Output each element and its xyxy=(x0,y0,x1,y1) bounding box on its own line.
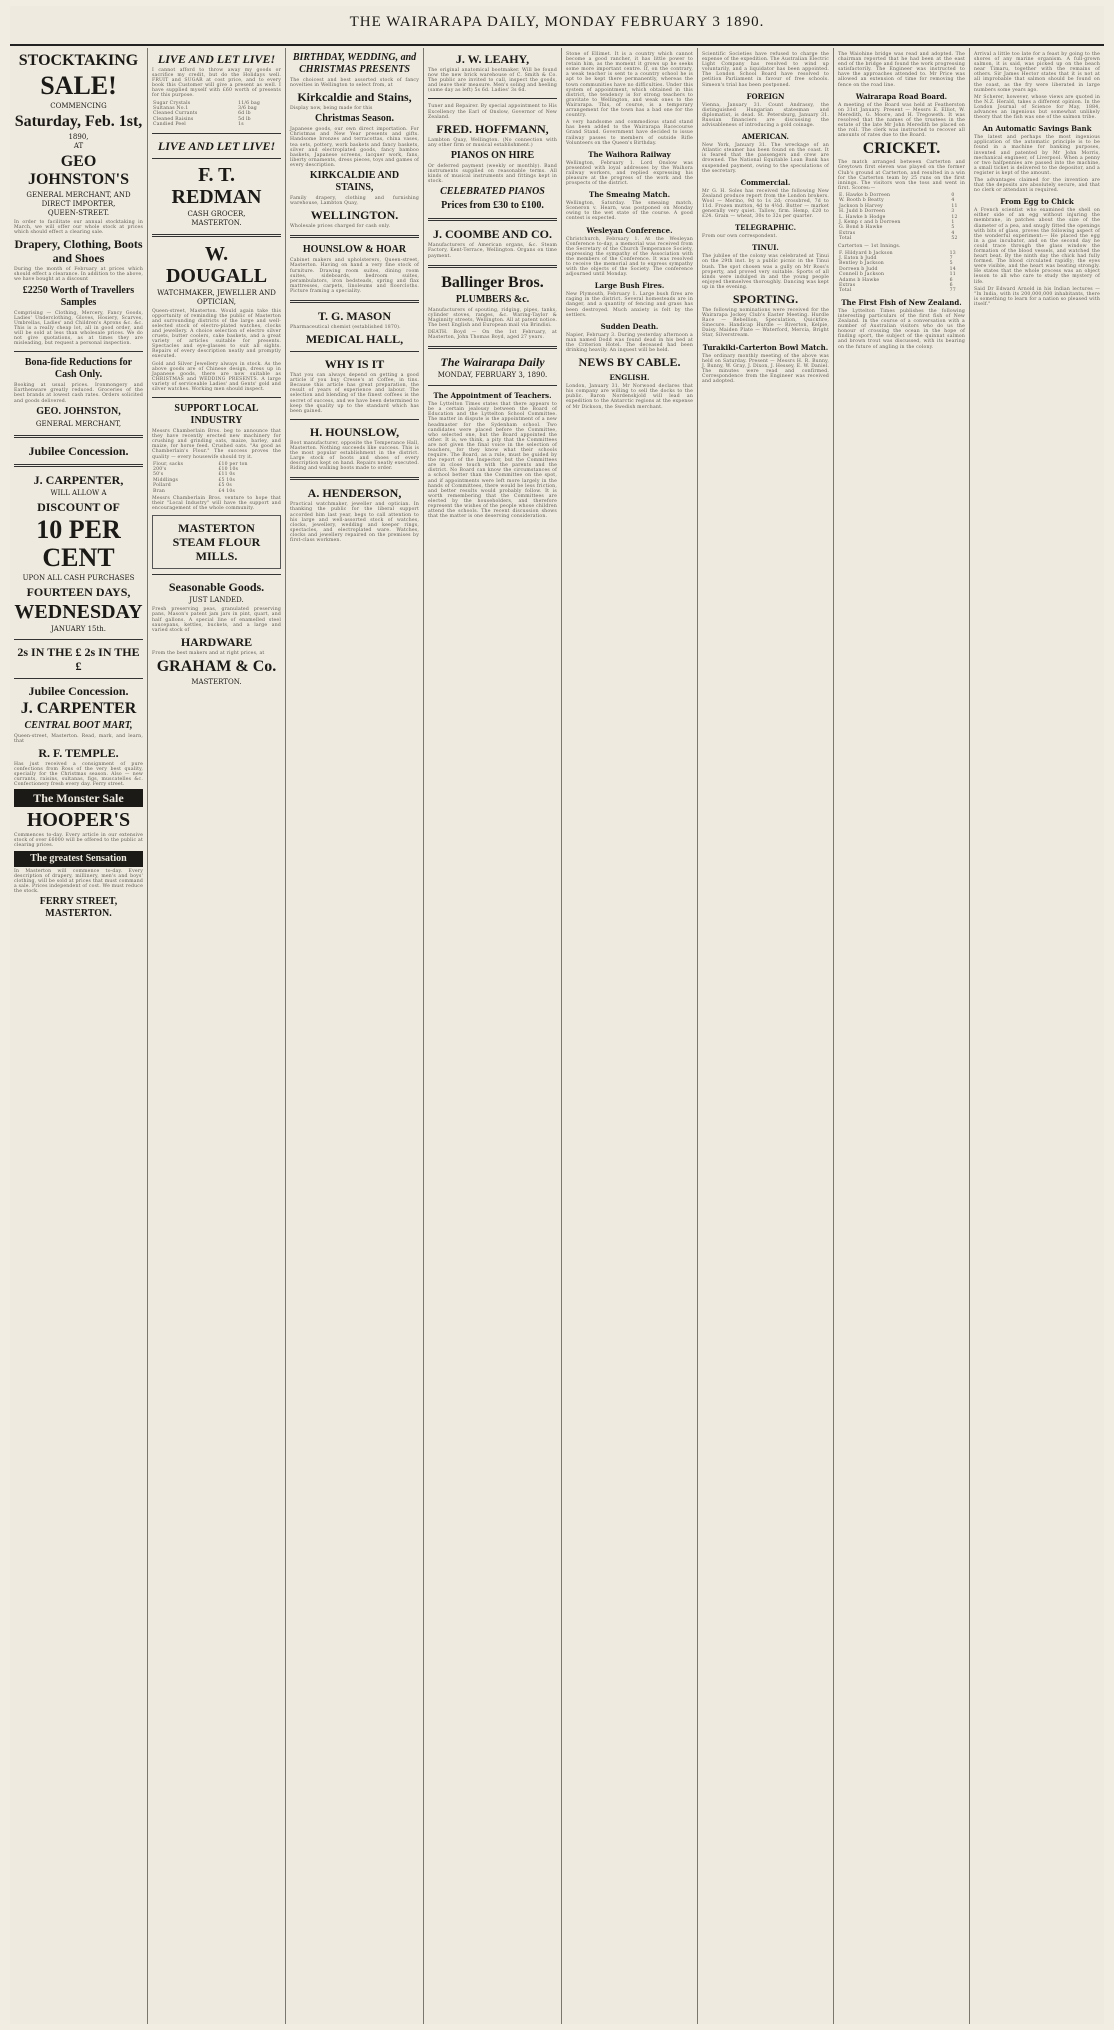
wednesday-heading: WEDNESDAY xyxy=(14,600,143,623)
redman-heading: F. T. REDMAN xyxy=(171,163,262,208)
importer-label: DIRECT IMPORTER, xyxy=(41,200,116,208)
body-text: The jubilee of the colony was celebrated at Tinui on the 29th inst. by a public picnic in the Tinui bush. The spot chosen was a gully on Mr Ross's property, and proved very suitable. Sports of all kinds were indulged in and the young people enjoyed themselves thoroughly. Dancing was kept up in the evening. xyxy=(702,254,829,290)
live-and-let-live-heading: LIVE AND LET LIVE! xyxy=(157,52,276,66)
body-text: Gold and Silver Jewellery always in stock. As the above goods are of Chinese design, dress up in Japanese goods, there are now suitable as CHRISTMAS and WEDDING PRESENTS. A large variety of serviceable Ladies' and Gents' gold and silver watches. Working men should inspect. xyxy=(152,361,281,392)
body-text: Comprising — Clothing, Mercery, Fancy Goods, Ladies' Underclothing, Gloves, Hosiery, Scarves, Umbrellas, Ladies' and Children's Aprons &c. &c. This is a really cheap lot, all in good order, and will be sold at less than wholesale prices. We do not give quotations, as at times they are misleading, but request a personal inspection. xyxy=(14,310,143,347)
support-local-industry-heading: SUPPORT LOCAL INDUSTRY xyxy=(174,403,259,427)
column-5 xyxy=(562,48,698,2024)
celebrated-pianos-heading: CELEBRATED PIANOS xyxy=(440,186,545,198)
body-text: The latest and perhaps the most ingenious application of the automatic principle is to be found in a machine for banking purposes, invented and patented by Mr John Morris, mechanical engineer, of Liverpool. When a penny or two halfpennies are passed into the machine, a small ticket is delivered to the depositor, and a register is kept of the amount. xyxy=(974,135,1100,176)
body-text: Manufacturers of American organs, &c. Steam Factory, Kent-Terrace, Wellington. Organs on time payment. xyxy=(428,243,557,259)
hoffmann-heading: FRED. HOFFMANN, xyxy=(436,121,549,136)
american-heading: AMERICAN. xyxy=(742,132,789,142)
hardware-heading: HARDWARE xyxy=(180,634,253,649)
body-text: That you can always depend on getting a good article if you buy Cresse's at Coffee, in tins. Because this article has great preparation, the result of years of experience and labour. The selection and blending of the finest coffees is the secret of success, and we have been determined to keep the quality up to the standard which has been gained. xyxy=(290,373,419,414)
masterton-label: MASTERTON. xyxy=(191,218,242,227)
kirkcaldie-heading: Kirkcaldie and Stains, xyxy=(297,90,412,105)
conference-heading: Wesleyan Conference. xyxy=(586,225,673,235)
body-text: The choicest and best assorted stock of fancy novelties in Wellington to select from, at xyxy=(290,78,419,89)
tinui-heading: TINUI. xyxy=(752,243,779,253)
body-text: Wellington, February 1. Lord Onslow was presented with loyal addresses by the Waihora railway workers, and replied expressing his pleasure at the progress of the work and the prospects of the district. xyxy=(566,160,693,187)
body-text: The following nominations were received for the Wairarapa Jockey Club's Easter Meeting. Hurdle Race — Rebellion, Speculation, Quickfire, Sinecure. Handicap Hurdle — Riverton, Kelpie, Daisy. Maiden Plate — Waterford, Mercia, Bright Star, Silverstream. xyxy=(702,308,829,339)
masthead xyxy=(10,6,1104,46)
dougall-heading: W. DOUGALL xyxy=(165,242,268,287)
body-text: Stone of Ellimet. It is a country which cannot become a good rancher, it has little power to retain him, as the moment it grows up he seeks some more important centre. If, on the contrary, a weak teacher is sent to a country school he is apt to be kept there permanently, whereas the town communities have no difficulties. Under this system of appointment, which obtained in this district, the tendency is for strong teachers to gravitate to Wellington, and weak ones to the Wairarapa. This, of course, is a temporary arrangement for the town has a bad one for the country. xyxy=(566,52,693,119)
column-2 xyxy=(148,48,286,2024)
bush-fires-heading: Large Bush Fires. xyxy=(594,281,665,291)
body-text: In Masterton will commence to-day. Every description of drapery, millinery, men's and boys' clothing, will be sold at prices that must command a sale. Prices independent of cost. We must reduce the stock. xyxy=(14,868,143,894)
body-text: I cannot afford to throw away my goods or sacrifice my credit, but do the Holidays well. FRUIT and SUGAR at cost price, and to every book this Customer will give a present as well. I have supplied myself with £60 worth of presents for this purpose. xyxy=(152,68,281,99)
plumbers-heading: PLUMBERS &c. xyxy=(455,293,530,305)
body-text: New Plymouth, February 1. Large bush fires are raging in the district. Several homesteads are in danger, and a quantity of fencing and grass has been destroyed. Much anxiety is felt by the settlers. xyxy=(566,292,693,318)
presents-heading: BIRTHDAY, WEDDING, and CHRISTMAS PRESENTS xyxy=(292,52,417,75)
two-shillings-heading: 2s IN THE £ 2s IN THE £ xyxy=(17,644,140,673)
body-text: Has just received a consignment of pure confections from Ross of the very best quality, specially for the Christmas season. Also — new currants, raisins, sultanas, figs, muscatelles &c. Confectionery fresh every day. Ferry street. xyxy=(14,761,143,788)
year-label: 1890, xyxy=(68,133,89,141)
body-text: Messrs Chamberlain Bros. beg to announce that they have recently erected new machinery for crushing and grinding oats, maize, barley, and maize, for horse feed. Crushed oats. "As good as Chamberlain's Flour." The success proves the quality — every housewife should try it. xyxy=(152,429,281,460)
body-text: Manufacturers of spouting, ridging, pipes, tanks, cylinder stoves, ranges, &c. Waring-Taylor & Maginnity streets, Wellington. All at patent notice. The best English and European mail via Brindisi. xyxy=(428,307,557,328)
body-text: A very handsome and commodious stand stand has been added to the Wairarapa Racecourse Grand Stand. Government have decided to issue railway passes to members of outside Rifle Volunteers on the Queen's Birthday. xyxy=(566,120,693,146)
body-text: The Lyttelton Times states that there appears to be a certain jealousy between the Board of Education and the Lyttelton School Committee. The matter in dispute is the appointment of a new headmaster for the Sydenham school. Two candidates were placed before the Committee, who selected one, but the Board appointed the other. It is, we think, a pity that the Committees are not given the final voice in the selection of teachers, for they know what their schools require. The Board, as a rule, must be guided by the report of the Inspector, but the Committees are in close touch with the parents and the district. No Board can know the circumstances of a school better than the Committee on the spot, and if appointments were left more largely in the hands of Committees, there would be less friction, and better results would probably follow. It is worth remembering that the Committees are elected by the householders, and therefore represent the wishes of the people whose children attend the schools. The recent discussion shows that the matter is one deserving consideration. xyxy=(428,402,557,520)
body-text: Wholesale prices charged for cash only. xyxy=(290,224,391,230)
monster-sale-heading: The Monster Sale xyxy=(14,789,143,807)
cricket-heading: CRICKET. xyxy=(862,140,941,158)
body-text: Lambton Quay, Wellington. (No connection with any other firm or musical establishment.) xyxy=(428,137,557,148)
merchant-label-2: GENERAL MERCHANT, xyxy=(35,419,122,428)
ballinger-heading: Ballinger Bros. xyxy=(441,273,544,291)
date-label: MONDAY, FEBRUARY 3, 1890. xyxy=(437,371,548,380)
body-text: Carterton — 1st Innings. xyxy=(838,243,901,249)
body-text: Queen-street, Masterton. Would again take this opportunity of reminding the public of Masterton and surrounding districts of the large and well-selected stock of electro-plated watches, clocks and jewellery. A choice selection of electro silver cruets, butter coolers, cake baskets, and a great variety of articles suitable for presents. Spectacles and eye-glasses to suit all sights. Repairs of every description neatly and promptly executed. xyxy=(152,308,281,360)
kirkcaldie-heading-2: KIRKCALDIE AND STAINS, xyxy=(309,170,400,194)
mason-heading: T. G. MASON xyxy=(317,308,392,323)
wairarapa-daily-heading: The Wairarapa Daily xyxy=(440,355,545,370)
appointment-heading: The Appointment of Teachers. xyxy=(433,391,552,401)
bowl-match-heading: Turakiki-Carterton Bowl Match. xyxy=(702,342,829,352)
body-text: A meeting of the Board was held at Featherston on 31st January. Present — Messrs E. Elliot, W. Meredith, G. Moore, and H. Tregoweth. It was resolved that the names of the trustees in the estate of the late Mr John Meredith be placed on the roll. The clerk was instructed to recover all amounts of rates due to the Board. xyxy=(838,102,965,139)
saturday-heading: Saturday, Feb. 1st, xyxy=(14,113,143,130)
commercial-heading: Commercial. xyxy=(740,177,791,187)
seasonable-goods-heading: Seasonable Goods. xyxy=(168,580,265,595)
bona-fide-heading: Bona-fide Reductions for Cash Only. xyxy=(24,357,133,381)
body-text: Messrs Chamberlain Bros. venture to hope that their "Local Industry" will have the support and encouragement of the whole community. xyxy=(152,496,281,512)
cash-grocer-label: CASH GROCER, xyxy=(187,209,246,218)
coombe-heading: J. COOMBE AND CO. xyxy=(432,227,552,242)
body-text: Scientific Societies have refused to charge the expense of the expedition. The Australian Electric Light Company has resolved to wind up voluntarily, and a liquidator has been appointed. The London School Board have resolved to petition Parliament in favour of free schools. Simeon's trial has been postponed. xyxy=(702,52,829,88)
body-text: Cabinet makers and upholsterers, Queen-street, Masterton. Having on hand a very fine stock of furniture. Drawing room suites, dining room suites, sideboards, bedroom suites, perambulators, iron bedsteads, spring and flax mattresses, carpets, linoleums and floorcloths. Picture framing a speciality. xyxy=(290,258,419,294)
carpenter-heading-2: J. CARPENTER xyxy=(20,699,137,717)
medical-hall-heading: MEDICAL HALL, xyxy=(305,332,404,347)
cricket-scores-table-2: F. Hildyard b Jackson 13 J. Eaton b Judd 7 Bentley b Jackson 5 Dorreen b Judd 14 Connell b Jackson 11 Adams b Hawke 6 Extras 6 Total 77 xyxy=(839,250,956,294)
body-text: Queen-street, Masterton. Read, mark, and learn, that xyxy=(14,733,143,744)
body-text: Boot manufacturer, opposite the Temperance Hall, Masterton. Nothing succeeds like success. This is the most popular establishment in the district. Large stock of boots and shoes of every description kept on hand. Repairs neatly executed. Riding and walking boots made to order. xyxy=(290,440,419,472)
savings-bank-heading: An Automatic Savings Bank xyxy=(982,124,1092,134)
flour-mills-heading: MASTERTON STEAM FLOUR MILLS. xyxy=(172,521,261,564)
body-text: Family drapery, clothing and furnishing warehouse, Lambton Quay, xyxy=(290,196,419,207)
body-text: New York, January 31. The wreckage of an Atlantic steamer has been found on the coast. It is feared that the passengers and crew are drowned. The National Equitable Loan Bank has suspended payment, owing to the speculations of the secretary. xyxy=(702,143,829,174)
just-landed-label: JUST LANDED. xyxy=(189,596,244,605)
hounslow-hoar-heading: HOUNSLOW & HOAR xyxy=(302,244,407,256)
body-text: Mr Scherer, however, whose views are quoted in the N.Z. Herald, takes a different opinion. In the London Journal of Science for May, 1884, advances an ingenious but somewhat unlikely theory that the fish was one of the salmon tribe. xyxy=(974,94,1100,121)
body-text: Fresh preserving peas, granulated preserving pans, Mason's patent jam jars in pint, quart, and half gallons. A special line of enamelled steel saucepans, kettles, buckets, and a large and varied stock of xyxy=(152,607,281,633)
column-3 xyxy=(286,48,424,2024)
will-allow-label: WILL ALLOW A xyxy=(50,488,107,497)
body-text: Mr G. H. Soles has received the following New Zealand produce report from the London brokers. Wool — Merino, 9d to 1s 2d; crossbred, 7d to 11d. Frozen mutton, 4d to 4½d. Butter — market generally very quiet. Tallow, firm. Hemp, £20 to £24. Grain — wheat, 30s to 32s per quarter. xyxy=(702,188,829,220)
english-heading: ENGLISH. xyxy=(609,373,650,383)
hounslow-heading: H. HOUNSLOW, xyxy=(309,424,400,439)
newspaper-page xyxy=(10,6,1104,2024)
live-and-let-live-heading-2: LIVE AND LET LIVE! xyxy=(157,138,276,153)
body-text: Wellington, Saturday. The smeaing match, Sceneron v. Hearn, was postponed on Monday owing to the wet state of the course. A good contest is expected. xyxy=(566,201,693,222)
why-is-it-heading: WHY IS IT xyxy=(324,357,385,372)
column-7 xyxy=(834,48,970,2024)
johnston-signature: GEO. JOHNSTON, xyxy=(36,405,121,417)
body-text: In order to facilitate our annual stocktaking in March, we will offer our whole stock at prices which should effect a clearing sale. xyxy=(14,220,143,236)
sudden-death-heading: Sudden Death. xyxy=(600,321,659,331)
temple-heading: R. F. TEMPLE. xyxy=(38,745,119,760)
wellington-heading: WELLINGTON. xyxy=(310,208,399,223)
body-text: Or deferred payment (weekly or monthly). Band instruments supplied on reasonable terms. All kinds of musical instruments and fittings kept in stock. xyxy=(428,163,557,185)
sale-heading: SALE! xyxy=(40,71,117,100)
body-text: Japanese goods, our own direct importation. For Christmas and New Year presents and gifts. Handsome bronzes and terracottas, china vases, tea sets, pottery, work baskets and fancy baskets, silver and electroplated goods, fancy bamboo baskets, Japanese screens, lacquer work, fans, liberty ornaments, dress pieces, toys and games of every description. xyxy=(290,127,419,168)
samples-heading: £2250 Worth of Travellers Samples xyxy=(22,284,135,308)
body-text: The ordinary monthly meeting of the above was held on Saturday. Present — Messrs H. R. Bunny, J. Bunny, W. Gray, J. Dixon, J. Hessey, E. W. Daniel. The minutes were read and confirmed. Correspondence from the Engineer was received and adopted. xyxy=(702,353,829,385)
first-fish-heading: The First Fish of New Zealand. xyxy=(841,297,962,307)
christmas-season-heading: Christmas Season. xyxy=(315,113,394,125)
cash-purchases-label: UPON ALL CASH PURCHASES xyxy=(22,573,135,582)
body-text: London, January 31. Mr Norwood declares that his company are willing to sell the docks to the public. Baron Nordenskjold will lead an expedition to the Antarctic regions at the expense of Mr Dickson, the Swedish merchant. xyxy=(566,384,693,410)
masthead-title: THE WAIRARAPA DAILY, MONDAY FEBRUARY 3 1890. xyxy=(349,14,765,30)
discount-heading: DISCOUNT OF xyxy=(37,499,120,514)
flour-prices-table: Flour, sacks £10 per ton 200's £10 10s 50's £11 0s Middlings £5 10s Pollard £5 0s Bran £4 10s xyxy=(153,461,248,494)
jubilee-heading: Jubilee Concession. xyxy=(28,443,129,458)
price-table: Sugar Crystals 11/6 bag Sultanas No.1 3/6 bag Cleaned Currants 6d lb Cleaned Raisins 5d lb Candied Peel 1s xyxy=(153,100,261,128)
body-text: The Waiohine bridge was read and adopted. The chairman reported that he had been at the east end of the bridge and found the work progressing satisfactorily. The Engineer was instructed to have the approaches attended to. Mr Price was allowed an extension of time for removing the fence on the road line. xyxy=(838,52,965,88)
column-8 xyxy=(970,48,1104,2024)
fourteen-days-heading: FOURTEEN DAYS, xyxy=(26,584,131,599)
body-text: The match arranged between Carterton and Greytown first eleven was played on the former Club's ground at Carterton, and resulted in a win for the Carterton team by 25 runs on the first innings. The visitors won the toss and went in first. Scores:— xyxy=(838,160,965,191)
body-text: DEATH. Boyd — On the 1st February, at Masterton, John Thomas Boyd, aged 27 years. xyxy=(428,329,557,341)
january-label: JANUARY 15th. xyxy=(50,624,107,633)
prices-heading: Prices from £30 to £100. xyxy=(441,200,544,212)
smeaing-match-heading: The Smeaing Match. xyxy=(588,190,671,200)
sensation-heading: The greatest Sensation xyxy=(14,851,143,867)
cricket-scores-table: E. Hawke b Dorreen 0 W. Booth b Beatty 4 Jackson b Harvey 11 H. Judd b Dorreen 3 L. Hawke b Hodge 12 J. Kemp c and b Dorreen 1 G. Bond b Hawke 5 Extras 4 Total 52 xyxy=(839,192,958,242)
hoopers-heading: HOOPER'S xyxy=(26,809,131,832)
ferry-street-heading: FERRY STREET, MASTERTON. xyxy=(39,896,118,919)
column-6 xyxy=(698,48,834,2024)
graham-heading: GRAHAM & Co. xyxy=(156,657,277,675)
body-text: Arrival a little too late for a feast by going to the shores of any marine organism. A full-grown salmon, it is said, was picked up on the beach near Timaru, together with the remains of others. Sir James Hector states that it is not at all improbable that salmon should be found on the coast, as the fry were liberated in large numbers some years ago. xyxy=(974,52,1100,93)
at-label: AT xyxy=(73,142,84,150)
watchmaker-label: WATCHMAKER, JEWELLER AND OPTICIAN, xyxy=(157,288,276,306)
leahy-heading: J. W. LEAHY, xyxy=(455,52,530,66)
body-text: A French scientist who examined the shell on either side of an egg without injuring the membrane, in patches about the size of the diameter of a pea, and snugly fitted the openings with bits of glass, proves the following aspect of the wonderful experiment:— He placed the egg in a gas incubator, and on the second day he could trace through the glass window the formation of the blood vessels, and watched the heart beat. By the ninth day the chick had fully formed. The blood circulated rapidly; the eyes were visible, and the heart was beating strongly. He states that the whole process was an object lesson to all who care to study the mystery of life. xyxy=(974,208,1100,285)
column-4 xyxy=(424,48,562,2024)
telegraphic-heading: TELEGRAPHIC. xyxy=(734,223,797,233)
columns xyxy=(10,48,1104,2024)
body-text: Napier, February 3. During yesterday afternoon a man named Dodd was found dead in his bed at the Criterion Hotel. The deceased had been drinking heavily. An inquest will be held. xyxy=(566,332,693,354)
body-text: Commences to-day. Every article in our extensive stock of over £6000 will be offered to the public at clearing prices. xyxy=(14,833,143,849)
body-text: Practical watchmaker, jeweller and optician. In thanking the public for the liberal support accorded him last year, begs to call attention to his large and well-assorted stock of watches, clocks, jewellery, wedding and keeper rings, spectacles, and electroplated ware. Watches, clocks and jewellery repaired on the premises by first-class workmen. xyxy=(290,502,419,544)
body-text: The original anatomical bootmaker. Will be found now the new brick warehouse of C. Smith & Co. The public are invited to call, inspect the goods, and leave their measure. Men's soling and heeling (same day as left) 5s 6d. Ladies' 3s 6d. xyxy=(428,68,557,94)
body-text: Display now, being made for this xyxy=(290,106,373,112)
body-text: Booking at usual prices. Ironmongery and Earthenware greatly reduced. Groceries of the best brands at lowest cash rates. Orders solicited and goods delivered. xyxy=(14,383,143,404)
masterton-label-2: MASTERTON. xyxy=(191,677,242,686)
body-text: Vienna, January 31. Count Andrassy, the distinguished Hungarian statesman and diplomatist, is dead. St. Petersburg, January 31. Russian financiers are discussing the advisableness of introducing a gold coinage. xyxy=(702,102,829,129)
commencing-label: COMMENCING xyxy=(50,102,107,110)
henderson-heading: A. HENDERSON, xyxy=(307,486,402,501)
sporting-heading: SPORTING. xyxy=(732,292,799,306)
foreign-heading: FOREIGN xyxy=(746,91,785,101)
boot-mart-heading: CENTRAL BOOT MART, xyxy=(24,719,133,731)
merchant-label: GENERAL MERCHANT, AND xyxy=(26,191,131,199)
column-1 xyxy=(10,48,148,2024)
pianos-on-hire-heading: PIANOS ON HIRE xyxy=(450,149,535,161)
body-text: Pharmaceutical chemist (established 1870). xyxy=(290,324,401,330)
body-text: The Lyttelton Times publishes the following interesting particulars of the first fish of New Zealand. In the course of a conversation with a number of Australian visitors who do us the honour of crossing the ocean in the hope of finding sport, the subject of the quinnat salmon and brown trout was discussed, with its bearing on the future of angling in the colony. xyxy=(838,308,965,350)
body-text: Tuner and Repairer. By special appointment to His Excellency the Earl of Onslow, Governor of New Zealand. xyxy=(428,104,557,120)
jubilee-heading-2: Jubilee Concession. xyxy=(28,683,129,698)
railway-heading: The Waihora Railway xyxy=(588,149,671,159)
queen-street-label: QUEEN-STREET. xyxy=(47,209,110,217)
ten-per-cent-heading: 10 PER CENT xyxy=(36,514,121,572)
carpenter-heading: J. CARPENTER, xyxy=(33,472,124,487)
news-by-cable-heading: NEWS BY CABLE. xyxy=(578,355,681,370)
body-text: From the best makers and at right prices, at xyxy=(152,650,265,656)
body-text: From our own correspondent. xyxy=(702,234,778,240)
egg-to-chick-heading: From Egg to Chick xyxy=(1000,197,1074,207)
drapery-heading: Drapery, Clothing, Boots and Shoes xyxy=(14,237,143,266)
body-text: Christchurch, February 1. At the Wesleyan Conference to-day, a memorial was received from the Secretary of the Church Temperance Society, expressing the sympathy of the Association with the members of the Conference. It was resolved to receive the memorial and to express sympathy with the objects of the Society. The conference adjourned until Monday. xyxy=(566,236,693,278)
stocktaking-heading: STOCKTAKING xyxy=(18,52,139,69)
road-board-heading: Wairarapa Road Board. xyxy=(855,91,948,101)
body-text: Said Dr Edward Arnold in his Indian lectures — "In India, with its 200,000,000 inhabitants, there is something to learn for a nation so pleased with itself." xyxy=(974,286,1100,307)
body-text: The advantages claimed for the invention are that the deposits are absolutely secure, and that no clerk or attendant is required. xyxy=(974,177,1100,194)
johnston-heading: GEO JOHNSTON'S xyxy=(27,153,130,188)
body-text: During the month of February at prices which should effect a clearance. In addition to the above, we have bought at a discount xyxy=(14,267,143,283)
